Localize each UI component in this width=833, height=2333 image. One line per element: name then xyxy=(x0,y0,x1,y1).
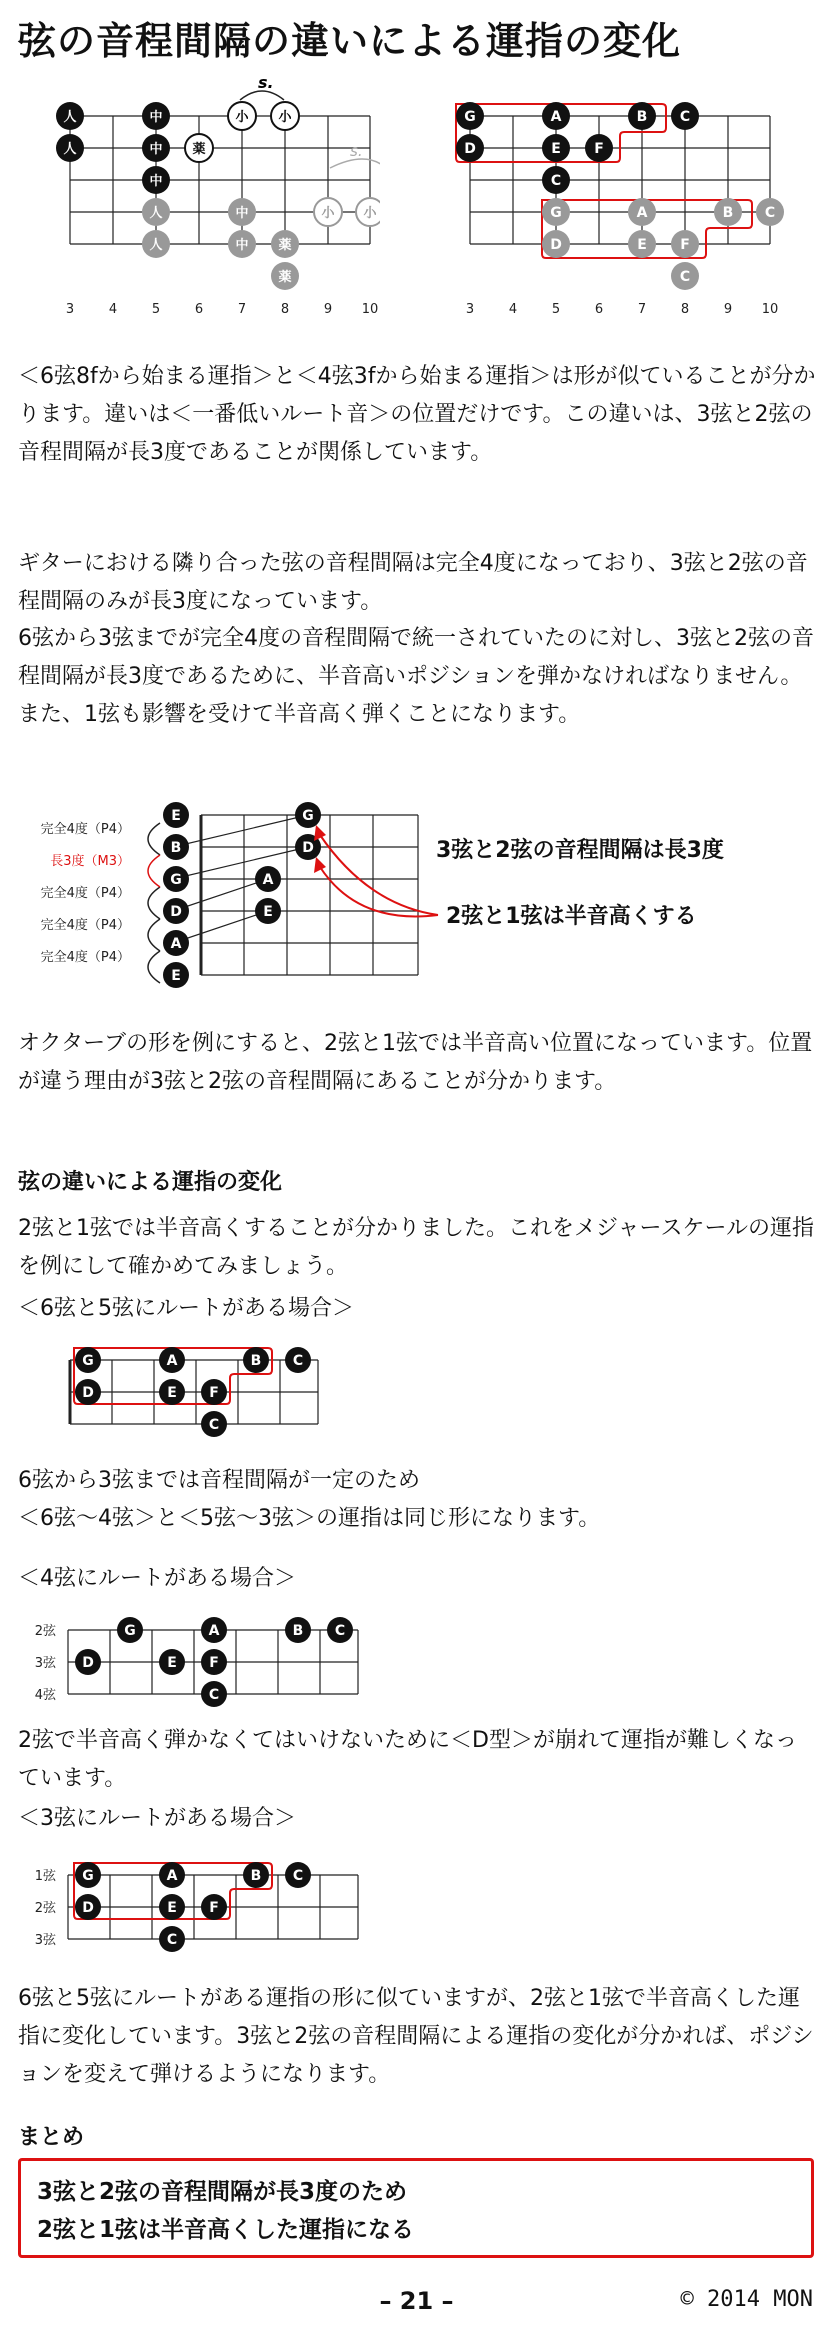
fret-number: 7 xyxy=(637,302,647,317)
fret-number: 6 xyxy=(594,302,604,317)
interval-label: 完全4度（P4） xyxy=(40,918,130,933)
finger-hito-gray: 人 xyxy=(149,238,163,253)
note-b: B xyxy=(250,1868,262,1884)
note-c-gray: C xyxy=(764,205,776,221)
note-a: A xyxy=(208,1623,220,1639)
note-f: F xyxy=(209,1900,219,1916)
string-label: 3弦 xyxy=(34,1933,56,1948)
slide-mark-gray: s. xyxy=(350,142,363,160)
note-d: D xyxy=(82,1385,94,1401)
note-b: B xyxy=(292,1623,304,1639)
open-note: E xyxy=(171,808,181,824)
note-b: B xyxy=(636,109,648,125)
fret-number: 9 xyxy=(723,302,733,317)
fret-number: 3 xyxy=(65,302,75,317)
note-d-gray: D xyxy=(550,237,562,253)
note-c: C xyxy=(166,1932,178,1948)
note-c: C xyxy=(208,1687,220,1703)
scale-diagram-6-5 xyxy=(60,1340,360,1455)
note-e: E xyxy=(551,141,561,157)
note-d: D xyxy=(82,1655,94,1671)
fingering-diagram-left xyxy=(40,68,380,328)
paragraph-8: 6弦と5弦にルートがある運指の形に似ていますが、2弦と1弦で半音高くした運指に変化しています。3弦と2弦の音程間隔による運指の変化が分かれば、ポジションを変えて弾けるようになります。 xyxy=(18,1986,814,2087)
fret-number: 4 xyxy=(508,302,518,317)
string-label: 3弦 xyxy=(34,1656,56,1671)
note-c: C xyxy=(208,1417,220,1433)
open-note: A xyxy=(170,936,182,952)
string-label: 4弦 xyxy=(34,1688,56,1703)
paragraph-1: ＜6弦8fから始まる運指＞と＜4弦3fから始まる運指＞は形が似ていることが分かります。違いは＜一番低いルート音＞の位置だけです。この違いは、3弦と2弦の音程間隔が長3度であることが関係しています。 xyxy=(18,364,816,465)
string-label: 1弦 xyxy=(34,1869,56,1884)
paragraph-3: 6弦から3弦までが完全4度の音程間隔で統一されていたのに対し、3弦と2弦の音程間隔が長3度であるために、半音高いポジションを弾かなければなりません。また、1弦も影響を受けて半音高く弾くことになります。 xyxy=(18,626,814,727)
note-b: B xyxy=(250,1353,262,1369)
string-label: 2弦 xyxy=(34,1901,56,1916)
fret-number: 6 xyxy=(194,302,204,317)
interval-label-m3: 長3度（M3） xyxy=(50,854,130,869)
finger-hito: 人 xyxy=(63,142,77,157)
annotation-half-step: 2弦と1弦は半音高くする xyxy=(446,904,697,929)
annotation-m3: 3弦と2弦の音程間隔は長3度 xyxy=(436,838,724,863)
fret-number: 10 xyxy=(761,302,779,317)
interval-label: 完全4度（P4） xyxy=(40,950,130,965)
paragraph-7: 2弦で半音高く弾かなくてはいけないために＜D型＞が崩れて運指が難しくなっています。 xyxy=(18,1728,797,1791)
paragraph-4: オクターブの形を例にすると、2弦と1弦では半音高い位置になっています。位置が違う理由が3弦と2弦の音程間隔にあることが分かります。 xyxy=(18,1031,813,1094)
note-f: F xyxy=(209,1655,219,1671)
open-note: B xyxy=(170,840,182,856)
note-f: F xyxy=(594,141,604,157)
fret-number: 7 xyxy=(237,302,247,317)
finger-hito-gray: 人 xyxy=(149,206,163,221)
page-title: 弦の音程間隔の違いによる運指の変化 xyxy=(18,19,682,63)
summary-line: 3弦と2弦の音程間隔が長3度のため xyxy=(37,2179,408,2205)
note-c: C xyxy=(550,173,562,189)
open-note: G xyxy=(170,872,182,888)
note-c: C xyxy=(679,109,691,125)
fret-number: 8 xyxy=(680,302,690,317)
note-a-gray: A xyxy=(636,205,648,221)
note-e-gray: E xyxy=(637,237,647,253)
note-g: G xyxy=(82,1868,94,1884)
summary-heading: まとめ xyxy=(18,2125,85,2150)
paragraph-6a: 6弦から3弦までは音程間隔が一定のため xyxy=(18,1468,420,1493)
note-d: D xyxy=(82,1900,94,1916)
finger-ko: 小 xyxy=(235,110,249,125)
string-label: 2弦 xyxy=(34,1624,56,1639)
paragraph-5: 2弦と1弦では半音高くすることが分かりました。これをメジャースケールの運指を例にして確かめてみましょう。 xyxy=(18,1216,815,1279)
octave-note-d: D xyxy=(302,840,314,856)
finger-naka: 中 xyxy=(149,142,163,157)
finger-naka: 中 xyxy=(149,110,163,125)
interval-diagram xyxy=(18,795,818,1010)
note-g: G xyxy=(464,109,476,125)
scale-diagram-3 xyxy=(18,1855,378,1970)
note-b-gray: B xyxy=(722,205,734,221)
note-c-gray: C xyxy=(679,269,691,285)
finger-hito: 人 xyxy=(63,110,77,125)
note-d: D xyxy=(464,141,476,157)
note-e: E xyxy=(167,1385,177,1401)
finger-kusuri-gray: 薬 xyxy=(278,270,292,285)
finger-kusuri: 薬 xyxy=(192,142,206,157)
note-g: G xyxy=(124,1623,136,1639)
finger-naka-gray: 中 xyxy=(235,238,249,253)
note-f: F xyxy=(209,1385,219,1401)
note-c: C xyxy=(292,1353,304,1369)
fret-number: 4 xyxy=(108,302,118,317)
page-number: – 21 – xyxy=(379,2287,454,2315)
octave-note-e: E xyxy=(263,904,273,920)
copyright: © 2014 MON xyxy=(680,2287,813,2312)
note-f-gray: F xyxy=(680,237,690,253)
section-heading: 弦の違いによる運指の変化 xyxy=(18,1170,283,1195)
finger-kusuri-gray: 薬 xyxy=(278,238,292,253)
note-a: A xyxy=(166,1353,178,1369)
note-g-gray: G xyxy=(550,205,562,221)
paragraph-6b: ＜6弦～4弦＞と＜5弦～3弦＞の運指は同じ形になります。 xyxy=(18,1506,601,1531)
fret-number: 5 xyxy=(151,302,161,317)
note-e: E xyxy=(167,1655,177,1671)
note-g: G xyxy=(82,1353,94,1369)
interval-label: 完全4度（P4） xyxy=(40,822,130,837)
octave-note-a: A xyxy=(262,872,274,888)
paragraph-2: ギターにおける隣り合った弦の音程間隔は完全4度になっており、3弦と2弦の音程間隔のみが長3度になっています。 xyxy=(18,551,808,614)
open-note: E xyxy=(171,968,181,984)
summary-line: 2弦と1弦は半音高くした運指になる xyxy=(37,2217,415,2243)
note-c: C xyxy=(334,1623,346,1639)
note-a: A xyxy=(550,109,562,125)
finger-ko-gray: 小 xyxy=(321,206,335,221)
finger-ko: 小 xyxy=(278,110,292,125)
note-e: E xyxy=(167,1900,177,1916)
finger-naka: 中 xyxy=(149,174,163,189)
fret-number: 3 xyxy=(465,302,475,317)
fret-number: 5 xyxy=(551,302,561,317)
case-heading-1: ＜6弦と5弦にルートがある場合＞ xyxy=(18,1296,354,1321)
finger-naka-gray: 中 xyxy=(235,206,249,221)
fret-number: 8 xyxy=(280,302,290,317)
fret-number: 10 xyxy=(361,302,379,317)
finger-ko-gray: 小 xyxy=(363,206,377,221)
summary-box xyxy=(18,2158,814,2258)
octave-note-g: G xyxy=(302,808,314,824)
slide-mark: s. xyxy=(258,73,274,92)
interval-label: 完全4度（P4） xyxy=(40,886,130,901)
fret-number: 9 xyxy=(323,302,333,317)
scale-diagram-4 xyxy=(18,1610,378,1720)
fingering-diagram-right xyxy=(440,68,820,328)
note-a: A xyxy=(166,1868,178,1884)
note-c: C xyxy=(292,1868,304,1884)
open-note: D xyxy=(170,904,182,920)
case-heading-2: ＜4弦にルートがある場合＞ xyxy=(18,1566,296,1591)
case-heading-3: ＜3弦にルートがある場合＞ xyxy=(18,1806,296,1831)
